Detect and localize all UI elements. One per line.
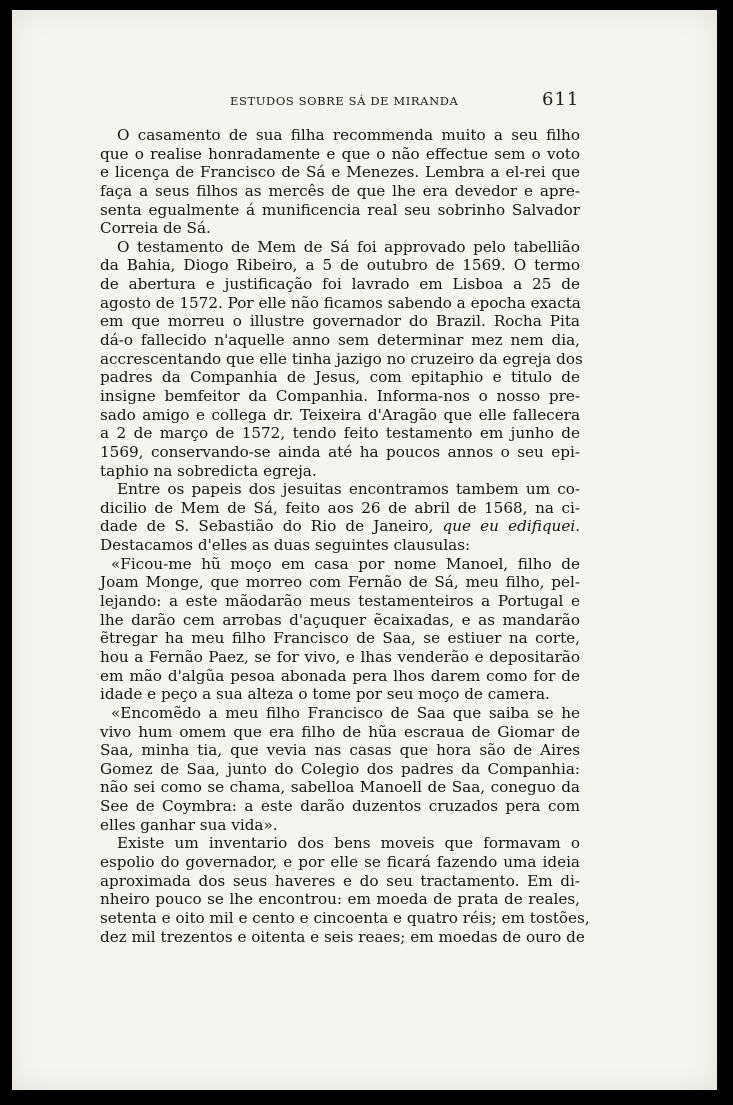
text-line: ẽtregar ha meu filho Francisco de Saa, se estiuer na corte, — [100, 629, 580, 648]
book-page — [12, 10, 717, 1090]
text-line: Correia de Sá. — [100, 219, 211, 238]
text-line: idade e peço a sua alteza o tome por seu moço de camera. — [100, 685, 550, 704]
page-number: 611 — [542, 89, 580, 110]
text-line: O testamento de Mem de Sá foi approvado pelo tabellião — [117, 237, 580, 256]
text-line: não sei como se chama, sabelloa Manoell de Saa, coneguo da — [100, 778, 580, 797]
text-line: aproximada dos seus haveres e do seu tractamento. Em di- — [100, 871, 580, 890]
text-line: de abertura e justificação foi lavrado em Lisboa a 25 de — [100, 275, 580, 294]
text-line: taphio na sobredicta egreja. — [100, 461, 317, 480]
text-line: Existe um inventario dos bens moveis que formavam o — [117, 834, 580, 853]
text-line: «Encomẽdo a meu filho Francisco de Saa que saiba se he — [111, 703, 580, 722]
text-line: Gomez de Saa, junto do Colegio dos padres da Companhia: — [100, 759, 580, 778]
text-line: em que morreu o illustre governador do Brazil. Rocha Pita — [100, 312, 580, 331]
text-line: a 2 de março de 1572, tendo feito testamento em junho de — [100, 424, 580, 443]
text-line: O casamento de sua filha recommenda muito a seu filho — [117, 126, 580, 144]
text-line: Destacamos d'elles as duas seguintes clausulas: — [100, 536, 471, 555]
text-line: 1569, conservando-se ainda até ha poucos annos o seu epi- — [100, 442, 580, 461]
text-line: insigne bemfeitor da Companhia. Informa-nos o nosso pre- — [100, 386, 580, 405]
italic-quote: que eu edifiquei. — [442, 517, 580, 536]
text-line: «Ficou-me hũ moço em casa por nome Manoel, filho de — [111, 554, 580, 573]
text-line — [100, 517, 580, 536]
text-line: da Bahia, Diogo Ribeiro, a 5 de outubro de 1569. O termo — [100, 256, 580, 275]
text-line: lhe darão cem arrobas d'açuquer ẽcaixadas, e as mandarão — [100, 610, 580, 629]
text-line: padres da Companhia de Jesus, com epitaphio e titulo de — [100, 368, 580, 387]
text-line: dicilio de Mem de Sá, feito aos 26 de abril de 1568, na ci- — [100, 498, 580, 517]
text-line: See de Coymbra: a este darão duzentos cruzados pera com — [100, 797, 580, 816]
text-line: em mão d'algũa pesoa abonada pera lhos darem como for de — [100, 666, 580, 685]
text-line: lejando: a este mãodarão meus testamenteiros a Portugal e — [100, 592, 580, 611]
text-line: Joam Monge, que morreo com Fernão de Sá, meu filho, pel- — [100, 573, 580, 592]
text-line: hou a Fernão Paez, se for vivo, e lhas venderão e depositarão — [100, 647, 580, 666]
text-line: dez mil trezentos e oitenta e seis reaes; em moedas de ouro de — [100, 927, 585, 946]
text-line: dá-o fallecido n'aquelle anno sem determinar mez nem dia, — [100, 331, 580, 350]
text-line: senta egualmente á munificencia real seu sobrinho Salvador — [100, 200, 580, 219]
text-line: e licença de Francisco de Sá e Menezes. Lembra a el-rei que — [100, 163, 580, 182]
text-line: sado amigo e collega dr. Teixeira d'Aragão que elle fallecera — [100, 405, 580, 424]
text-line-part: dade de S. Sebastião do Rio de Janeiro, — [100, 517, 434, 536]
text-line: agosto de 1572. Por elle não ficamos sabendo a epocha exacta — [100, 293, 581, 312]
text-line: que o realise honradamente e que o não effectue sem o voto — [100, 144, 580, 163]
text-line: Entre os papeis dos jesuitas encontramos tambem um co- — [117, 480, 580, 499]
text-line: elles ganhar sua vida». — [100, 815, 278, 834]
text-line: nheiro pouco se lhe encontrou: em moeda de prata de reales, — [100, 890, 580, 909]
text-line: vivo hum omem que era filho de hũa escraua de Giomar de — [100, 722, 580, 741]
body-text — [100, 126, 590, 946]
text-line: faça a seus filhos as mercês de que lhe era devedor e apre- — [100, 181, 580, 200]
text-line: espolio do governador, e por elle se ficará fazendo uma ideia — [100, 852, 580, 871]
text-line: accrescentando que elle tinha jazigo no cruzeiro da egreja dos — [100, 349, 583, 368]
text-line: setenta e oito mil e cento e cincoenta e quatro réis; em tostões, — [100, 908, 590, 927]
text-line: Saa, minha tia, que vevia nas casas que hora são de Aires — [100, 741, 580, 760]
running-head-title: ESTUDOS SOBRE SÁ DE MIRANDA — [230, 94, 459, 108]
